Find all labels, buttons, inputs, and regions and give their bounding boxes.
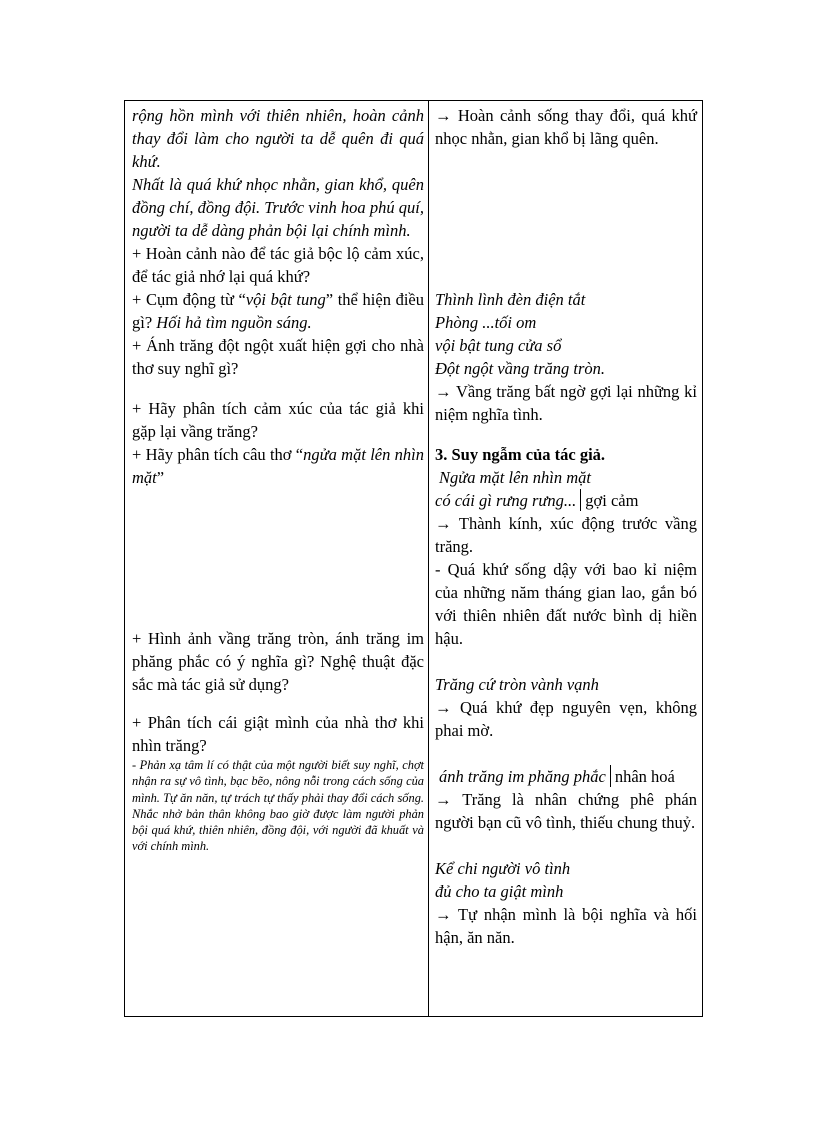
- question-2: + Cụm động từ “vội bật tung” thể hiện điều gì? Hối hả tìm nguồn sáng.: [132, 290, 425, 332]
- question-5: + Hãy phân tích câu thơ “ngửa mặt lên nhìn mặt”: [132, 445, 425, 487]
- right-answer-6: → Trăng là nhân chứng phê phán người bạn cũ vô tình, thiếu chung thuỷ.: [435, 790, 697, 832]
- left-paragraph-2: Nhất là quá khứ nhọc nhằn, gian khổ, quên đồng chí, đồng đội. Trước vinh hoa phú quí, người ta dễ dàng phản bội lại chính mình.: [132, 175, 424, 240]
- poem-line: vội bật tung cửa sổ: [435, 336, 562, 355]
- poem-block-2: [435, 466, 697, 512]
- poem-line: Phòng ...tối om: [435, 313, 537, 332]
- poem-line: Kể chi người vô tình: [435, 859, 571, 878]
- question-6: + Hình ảnh vầng trăng tròn, ánh trăng im phăng phắc có ý nghĩa gì? Nghệ thuật đặc sắc mà tác giả sử dụng?: [132, 629, 424, 694]
- right-answer-1: → Hoàn cảnh sống thay đổi, quá khứ nhọc nhằn, gian khổ bị lãng quên.: [435, 106, 697, 148]
- poem-line-with-note: có cái gì rưng rưng... gợi cảm: [435, 491, 639, 510]
- poem-line: đủ cho ta giật mình: [435, 882, 564, 901]
- column-divider: [428, 101, 429, 1016]
- answer-note: - Phản xạ tâm lí có thật của một người biết suy nghĩ, chợt nhận ra sự vô tình, bạc bẽo, nông nỗi trong cách sống của mình. Tự ăn năn, tự trách tự thấy phải thay đổi cách sống. Nhắc nhở bản thân không bao giờ được làm người phản bội quá khứ, thiên nhiên, đồng đội, với người đã khuất và với chính mình.: [132, 758, 424, 854]
- poem-line: Trăng cứ tròn vành vạnh: [435, 675, 599, 694]
- brace-mark: [580, 489, 581, 511]
- question-4: + Hãy phân tích cảm xúc của tác giả khi gặp lại vầng trăng?: [132, 399, 424, 441]
- right-answer-4: - Quá khứ sống dậy với bao kỉ niệm của những năm tháng gian lao, gắn bó với thiên nhiên đất nước bình dị hiền hậu.: [435, 560, 697, 648]
- right-answer-2: → Vầng trăng bất ngờ gợi lại những kỉ niệm nghĩa tình.: [435, 382, 697, 424]
- right-answer-3: → Thành kính, xúc động trước vầng trăng.: [435, 514, 697, 556]
- question-3: + Ánh trăng đột ngột xuất hiện gợi cho nhà thơ suy nghĩ gì?: [132, 336, 424, 378]
- left-paragraph-1: rộng hồn mình với thiên nhiên, hoàn cảnh thay đổi làm cho người ta dễ quên đi quá khứ.: [132, 106, 424, 171]
- left-column: [132, 104, 424, 855]
- question-7: + Phân tích cái giật mình của nhà thơ khi nhìn trăng?: [132, 713, 424, 755]
- poem-line: Đột ngột vầng trăng tròn.: [435, 359, 606, 378]
- poem-line: Thình lình đèn điện tắt: [435, 290, 586, 309]
- brace-mark: [610, 765, 611, 787]
- right-answer-7: → Tự nhận mình là bội nghĩa và hối hận, ăn năn.: [435, 905, 697, 947]
- right-column: [435, 104, 697, 949]
- question-1: + Hoàn cảnh nào để tác giả bộc lộ cảm xúc, để tác giả nhớ lại quá khứ?: [132, 244, 424, 286]
- section-heading: 3. Suy ngẫm của tác giả.: [435, 445, 606, 464]
- content-table: [124, 100, 703, 1017]
- poem-line: Ngửa mặt lên nhìn mặt: [439, 468, 591, 487]
- poem-line-with-note: ánh trăng im phăng phắc nhân hoá: [439, 767, 675, 786]
- right-answer-5: → Quá khứ đẹp nguyên vẹn, không phai mờ.: [435, 698, 697, 740]
